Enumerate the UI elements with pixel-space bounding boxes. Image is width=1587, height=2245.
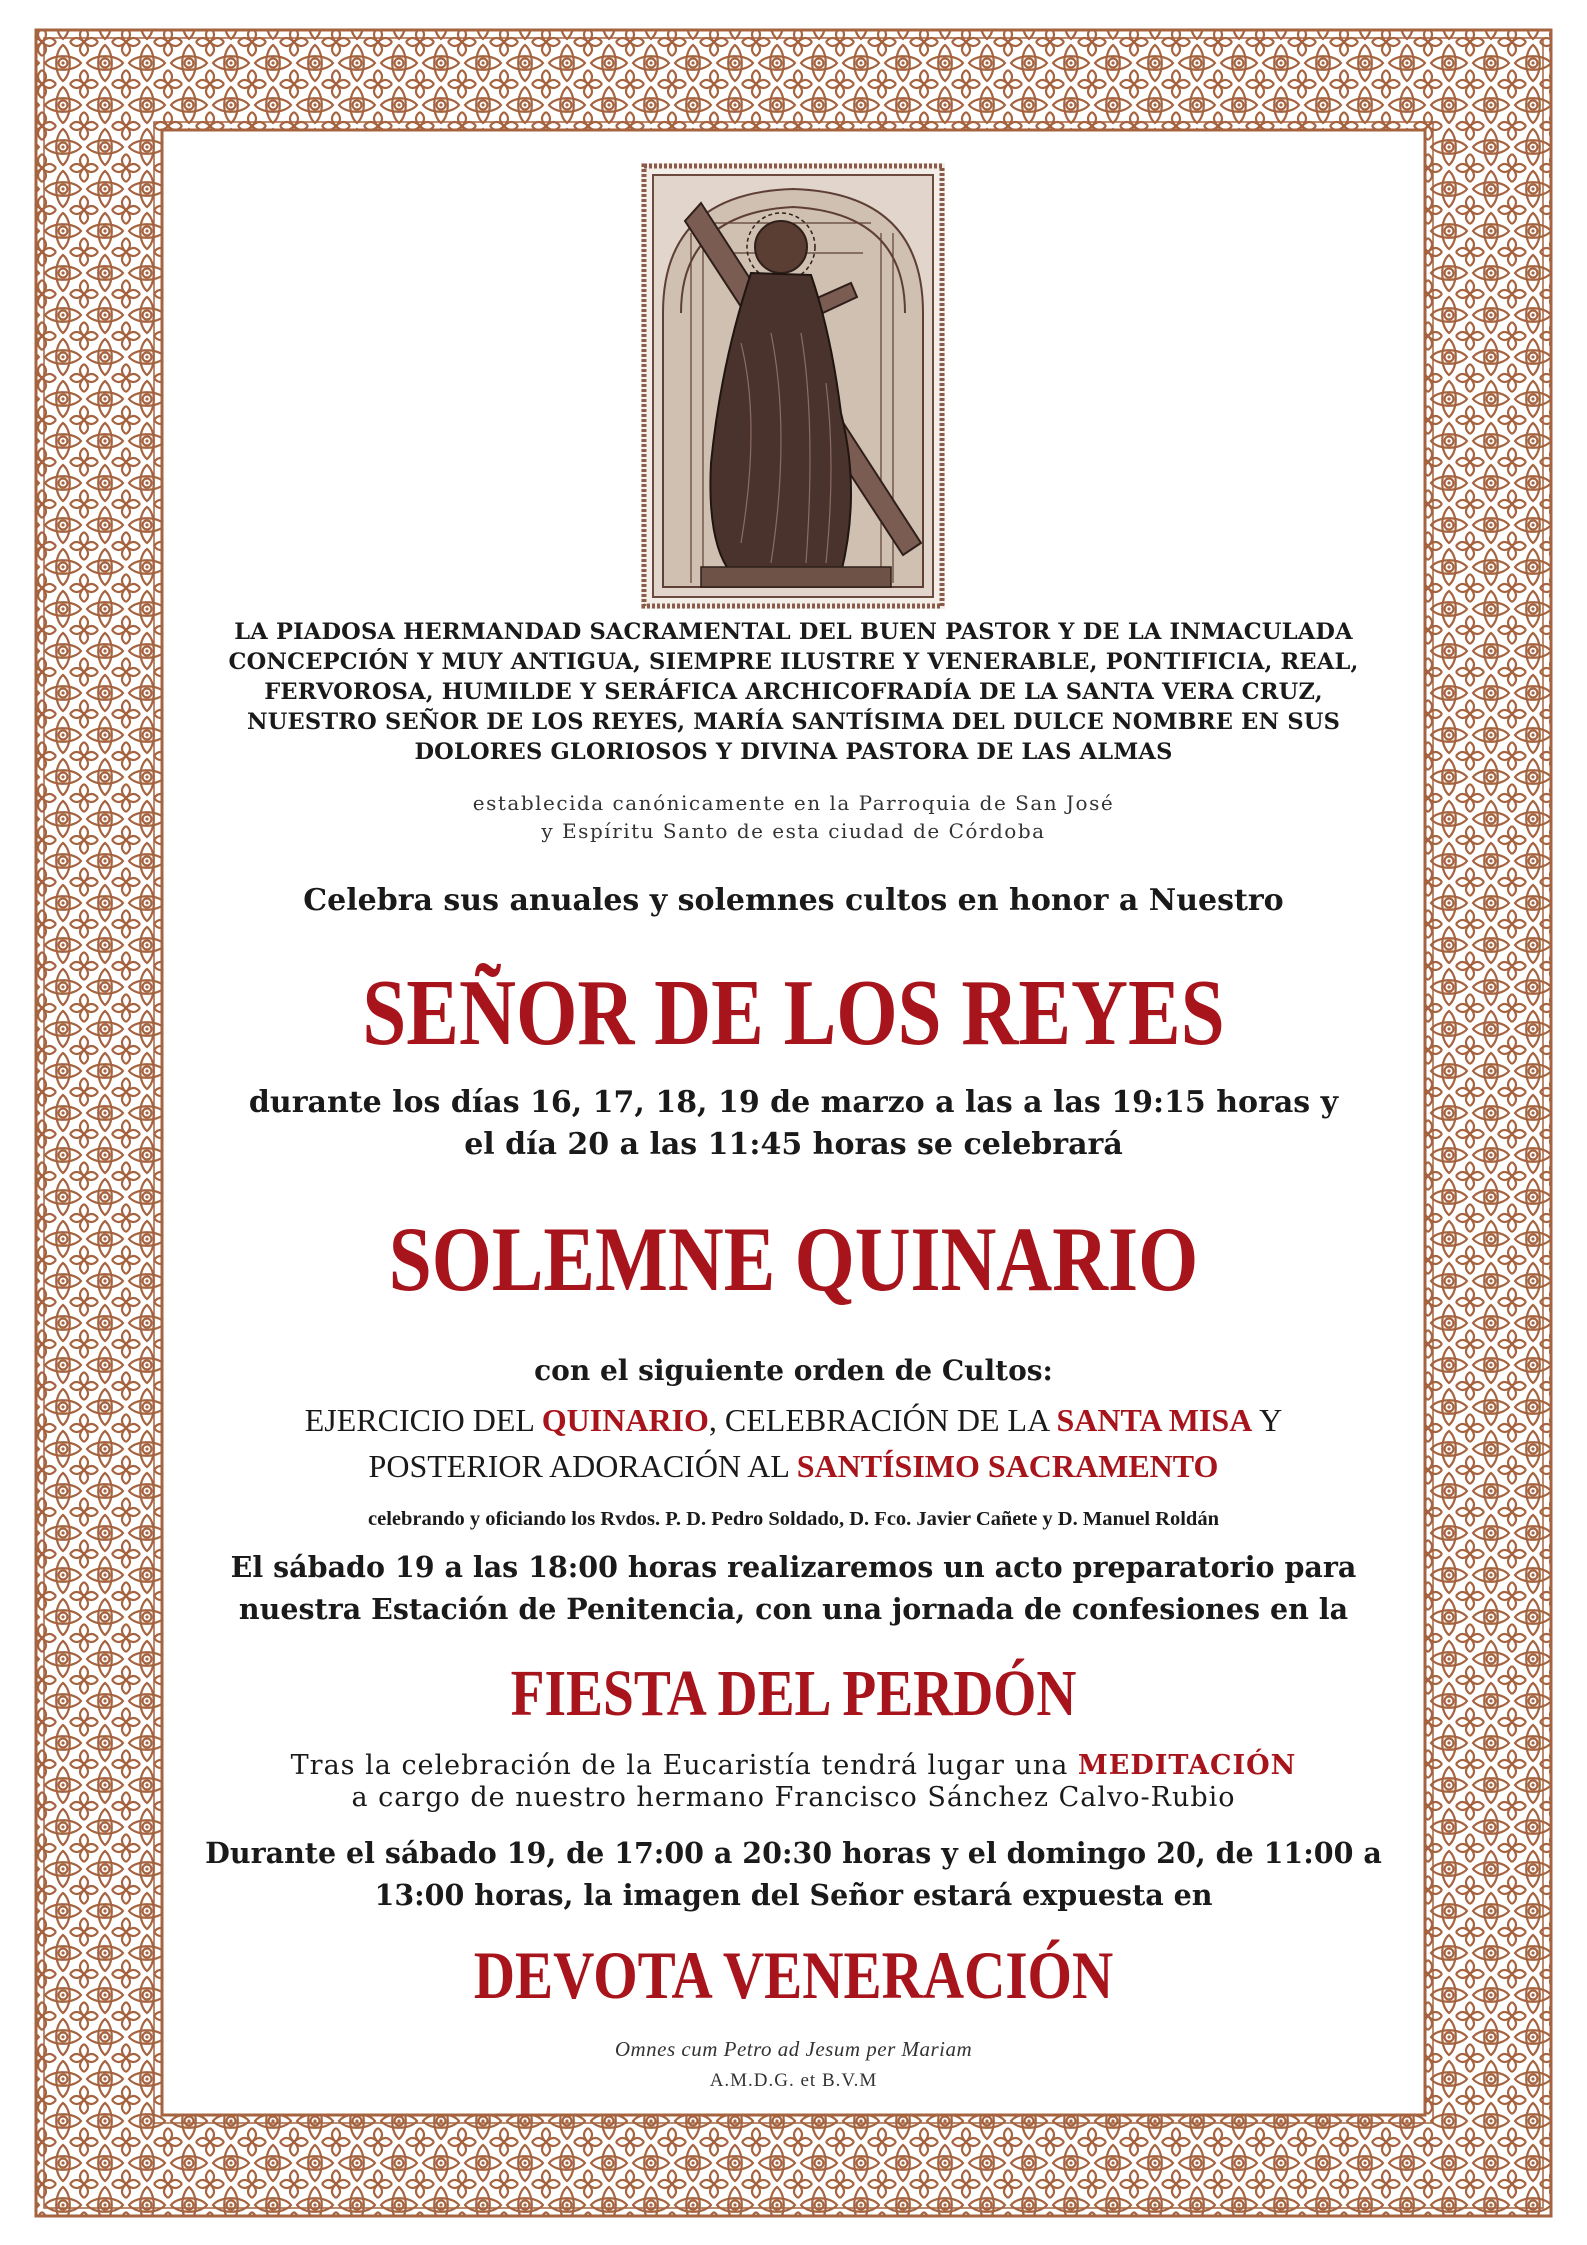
motto: Omnes cum Petro ad Jesum per Mariam (614, 2037, 973, 2061)
brotherhood-name-line-4: NUESTRO SEÑOR DE LOS REYES, MARÍA SANTÍSIMA DEL DULCE NOMBRE EN SUS (246, 709, 1341, 735)
brotherhood-name-line-2: CONCEPCIÓN Y MUY ANTIGUA, SIEMPRE ILUSTRE Y VENERABLE, PONTIFICIA, REAL, (228, 649, 1359, 675)
officiants-text: celebrando y oficiando los Rvdos. P. D. Pedro Soldado, D. Fco. Javier Cañete y D. Manuel Roldán (368, 1508, 1219, 1530)
order-l1-text-e: Y (1252, 1402, 1283, 1438)
meditation-line-2: a cargo de nuestro hermano Francisco Sánchez Calvo-Rubio (351, 1782, 1236, 1813)
order-intro: con el siguiente orden de Cultos: (534, 1354, 1053, 1387)
amdg-inscription: A.M.D.G. et B.V.M (709, 2070, 878, 2091)
title-senor-de-los-reyes: SEÑOR DE LOS REYES (362, 961, 1225, 1065)
saturday-line-1: El sábado 19 a las 18:00 horas realizaremos un acto preparatorio para (230, 1550, 1357, 1584)
veneration-line-1: Durante el sábado 19, de 17:00 a 20:30 horas y el domingo 20, de 11:00 a (205, 1836, 1382, 1870)
intro-text: Celebra sus anuales y solemnes cultos en honor a Nuestro (303, 883, 1284, 918)
meditation-line-1 (0, 1750, 1587, 1781)
title-devota-veneracion: DEVOTA VENERACIÓN (473, 1937, 1114, 2013)
meditation-text: Tras la celebración de la Eucaristía tendrá lugar una (290, 1750, 1078, 1781)
established-line-1: establecida canónicamente en la Parroquia de San José (472, 791, 1115, 815)
veneration-line-2: 13:00 horas, la imagen del Señor estará expuesta en (374, 1878, 1213, 1912)
dates-line-1: durante los días 16, 17, 18, 19 de marzo a las a las 19:15 horas y (248, 1085, 1339, 1120)
title-solemne-quinario: SOLEMNE QUINARIO (388, 1208, 1199, 1310)
saturday-line-2: nuestra Estación de Penitencia, con una jornada de confesiones en la (238, 1592, 1349, 1626)
order-l1-text-c: , CELEBRACIÓN DE LA (708, 1402, 1057, 1438)
quinario-highlight: QUINARIO (541, 1402, 709, 1438)
santisimo-sacramento-highlight: SANTÍSIMO SACRAMENTO (796, 1448, 1219, 1484)
order-line-1 (0, 1402, 1587, 1439)
santa-misa-highlight: SANTA MISA (1056, 1402, 1253, 1438)
established-line-2: y Espíritu Santo de esta ciudad de Córdoba (541, 819, 1046, 843)
brotherhood-name-line-3: FERVOROSA, HUMILDE Y SERÁFICA ARCHICOFRADÍA DE LA SANTA VERA CRUZ, (264, 679, 1323, 705)
order-l1-text-a: EJERCICIO DEL (304, 1402, 542, 1438)
title-fiesta-del-perdon: FIESTA DEL PERDÓN (510, 1657, 1077, 1730)
order-line-2 (0, 1448, 1587, 1485)
dates-line-2: el día 20 a las 11:45 horas se celebrará (464, 1127, 1123, 1162)
christ-carrying-cross-engraving (641, 163, 945, 609)
meditacion-highlight: MEDITACIÓN (1077, 1750, 1297, 1781)
brotherhood-name-line-5: DOLORES GLORIOSOS Y DIVINA PASTORA DE LAS ALMAS (414, 739, 1173, 765)
order-l2-text-a: POSTERIOR ADORACIÓN AL (368, 1448, 797, 1484)
brotherhood-name-line-1: LA PIADOSA HERMANDAD SACRAMENTAL DEL BUEN PASTOR Y DE LA INMACULADA (234, 619, 1353, 645)
